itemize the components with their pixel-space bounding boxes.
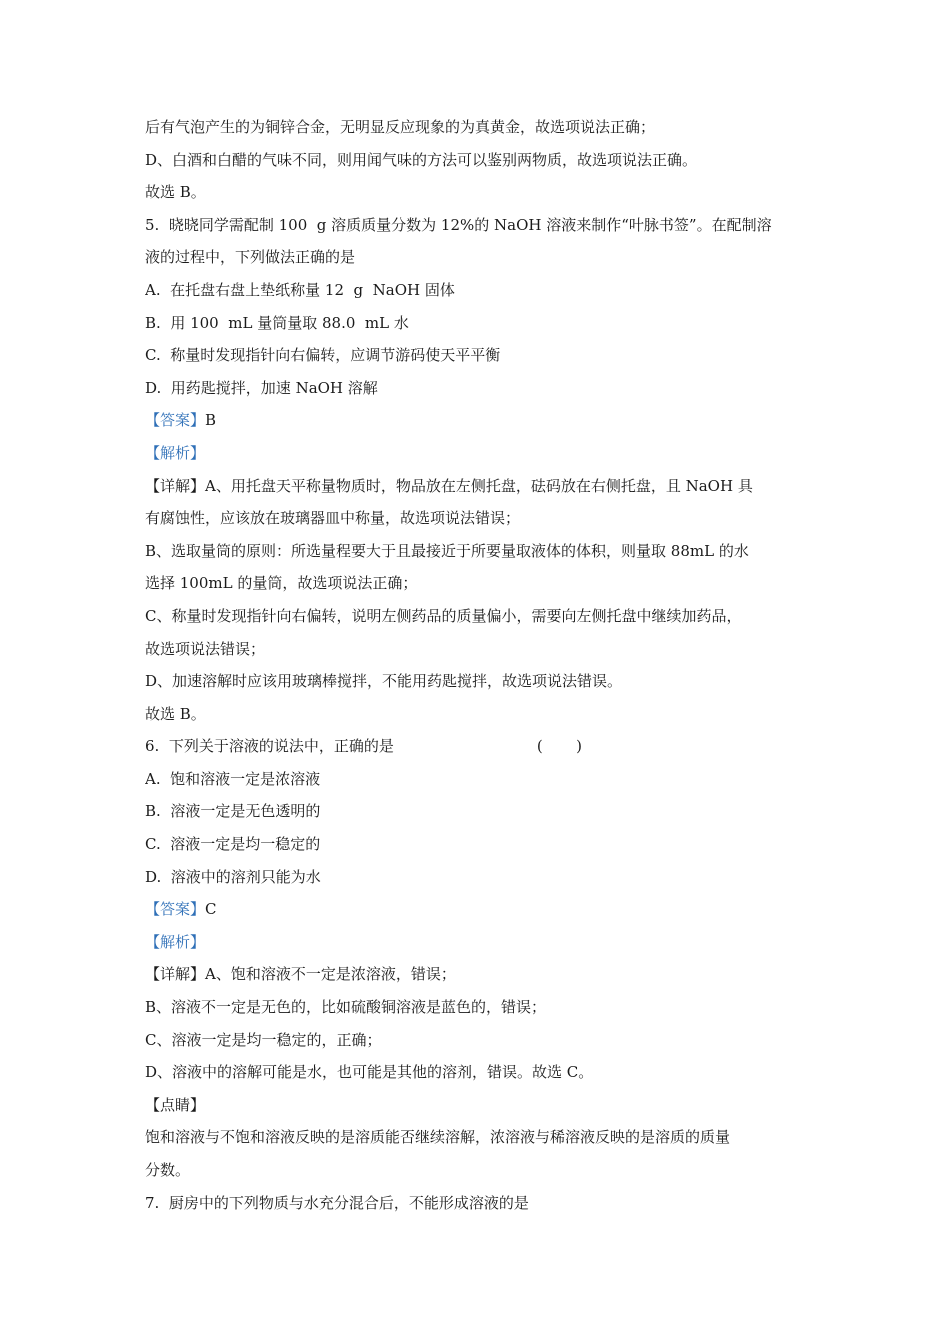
- text-line: [145, 763, 810, 796]
- text-line: [145, 665, 810, 698]
- text-line: [145, 404, 810, 437]
- text-line: [145, 1056, 810, 1089]
- text-segment: 分数。: [145, 1161, 191, 1179]
- text-segment: 故选 B。: [145, 183, 206, 202]
- text-segment: C. 称量时发现指针向右偏转，应调节游码使天平平衡: [145, 346, 501, 365]
- text-line: [145, 111, 810, 144]
- text-segment: C、称量时发现指针向右偏转，说明左侧药品的质量偏小，需要向左侧托盘中继续加药品，: [145, 606, 742, 625]
- text-line: [145, 698, 810, 731]
- text-line: [145, 633, 810, 666]
- section-label: 【解析】: [145, 932, 206, 951]
- text-line: [145, 1121, 810, 1154]
- text-segment: A. 在托盘右盘上垫纸称量 12 g NaOH 固体: [145, 280, 455, 299]
- text-line: [145, 1187, 810, 1220]
- text-line: [145, 861, 810, 894]
- text-segment: D. 溶液中的溶剂只能为水: [145, 867, 321, 886]
- text-line: [145, 339, 810, 372]
- text-line: [145, 209, 810, 242]
- document-body: [145, 111, 810, 1219]
- text-segment: 【详解】A、饱和溶液不一定是浓溶液，错误；: [145, 965, 456, 984]
- text-line: [145, 535, 810, 568]
- text-segment: 6. 下列关于溶液的说法中，正确的是 ( ): [145, 737, 582, 756]
- text-line: [145, 730, 810, 763]
- text-line: [145, 926, 810, 959]
- section-label: 【答案】: [145, 900, 206, 919]
- text-segment: 选择 100mL 的量筒，故选项说法正确；: [145, 574, 418, 593]
- section-label: 【解析】: [145, 443, 206, 462]
- text-segment: A. 饱和溶液一定是浓溶液: [145, 769, 321, 788]
- text-segment: C: [205, 900, 217, 919]
- text-segment: B. 溶液一定是无色透明的: [145, 802, 321, 821]
- text-segment: B: [205, 411, 217, 430]
- text-line: [145, 307, 810, 340]
- text-line: [145, 958, 810, 991]
- text-line: [145, 437, 810, 470]
- text-segment: 5. 晓晓同学需配制 100 g 溶质质量分数为 12%的 NaOH 溶液来制作“叶脉书签”。在配制溶: [145, 215, 772, 234]
- text-line: [145, 991, 810, 1024]
- text-segment: D、溶液中的溶解可能是水，也可能是其他的溶剂，错误。故选 C。: [145, 1063, 594, 1082]
- text-line: [145, 470, 810, 503]
- text-segment: 后有气泡产生的为铜锌合金，无明显反应现象的为真黄金，故选项说法正确；: [145, 118, 656, 136]
- text-segment: C. 溶液一定是均一稳定的: [145, 835, 321, 854]
- text-line: [145, 828, 810, 861]
- text-line: [145, 144, 810, 177]
- text-line: [145, 795, 810, 828]
- text-line: [145, 1154, 810, 1187]
- text-segment: 饱和溶液与不饱和溶液反映的是溶质能否继续溶解，浓溶液与稀溶液反映的是溶质的质量: [145, 1128, 731, 1147]
- text-segment: B、选取量筒的原则：所选量程要大于且最接近于所要量取液体的体积，则量取 88mL 的水: [145, 541, 749, 560]
- text-segment: D. 用药匙搅拌，加速 NaOH 溶解: [145, 378, 378, 397]
- text-segment: C、溶液一定是均一稳定的，正确；: [145, 1030, 382, 1049]
- text-line: [145, 274, 810, 307]
- text-line: [145, 176, 810, 209]
- text-segment: 液的过程中，下列做法正确的是: [145, 248, 356, 267]
- text-segment: 故选项说法错误；: [145, 639, 266, 658]
- section-label: 【答案】: [145, 411, 206, 430]
- text-line: [145, 502, 810, 535]
- text-line: [145, 567, 810, 600]
- text-line: [145, 1089, 810, 1122]
- text-line: [145, 1024, 810, 1057]
- text-segment: B. 用 100 mL 量筒量取 88.0 mL 水: [145, 313, 409, 332]
- text-line: [145, 241, 810, 274]
- text-segment: D、白酒和白醋的气味不同，则用闻气味的方法可以鉴别两物质，故选项说法正确。: [145, 150, 698, 169]
- text-segment: 故选 B。: [145, 704, 206, 723]
- text-segment: 7. 厨房中的下列物质与水充分混合后，不能形成溶液的是: [145, 1193, 529, 1212]
- text-segment: 有腐蚀性，应该放在玻璃器皿中称量，故选项说法错误；: [145, 509, 521, 528]
- text-line: [145, 600, 810, 633]
- text-line: [145, 372, 810, 405]
- text-segment: B、溶液不一定是无色的，比如硫酸铜溶液是蓝色的，错误；: [145, 998, 547, 1017]
- text-segment: D、加速溶解时应该用玻璃棒搅拌，不能用药匙搅拌，故选项说法错误。: [145, 672, 623, 691]
- text-segment: 【详解】A、用托盘天平称量物质时，物品放在左侧托盘，砝码放在右侧托盘，且 NaOH 具: [145, 476, 753, 495]
- text-line: [145, 893, 810, 926]
- text-segment: 【点睛】: [145, 1095, 206, 1114]
